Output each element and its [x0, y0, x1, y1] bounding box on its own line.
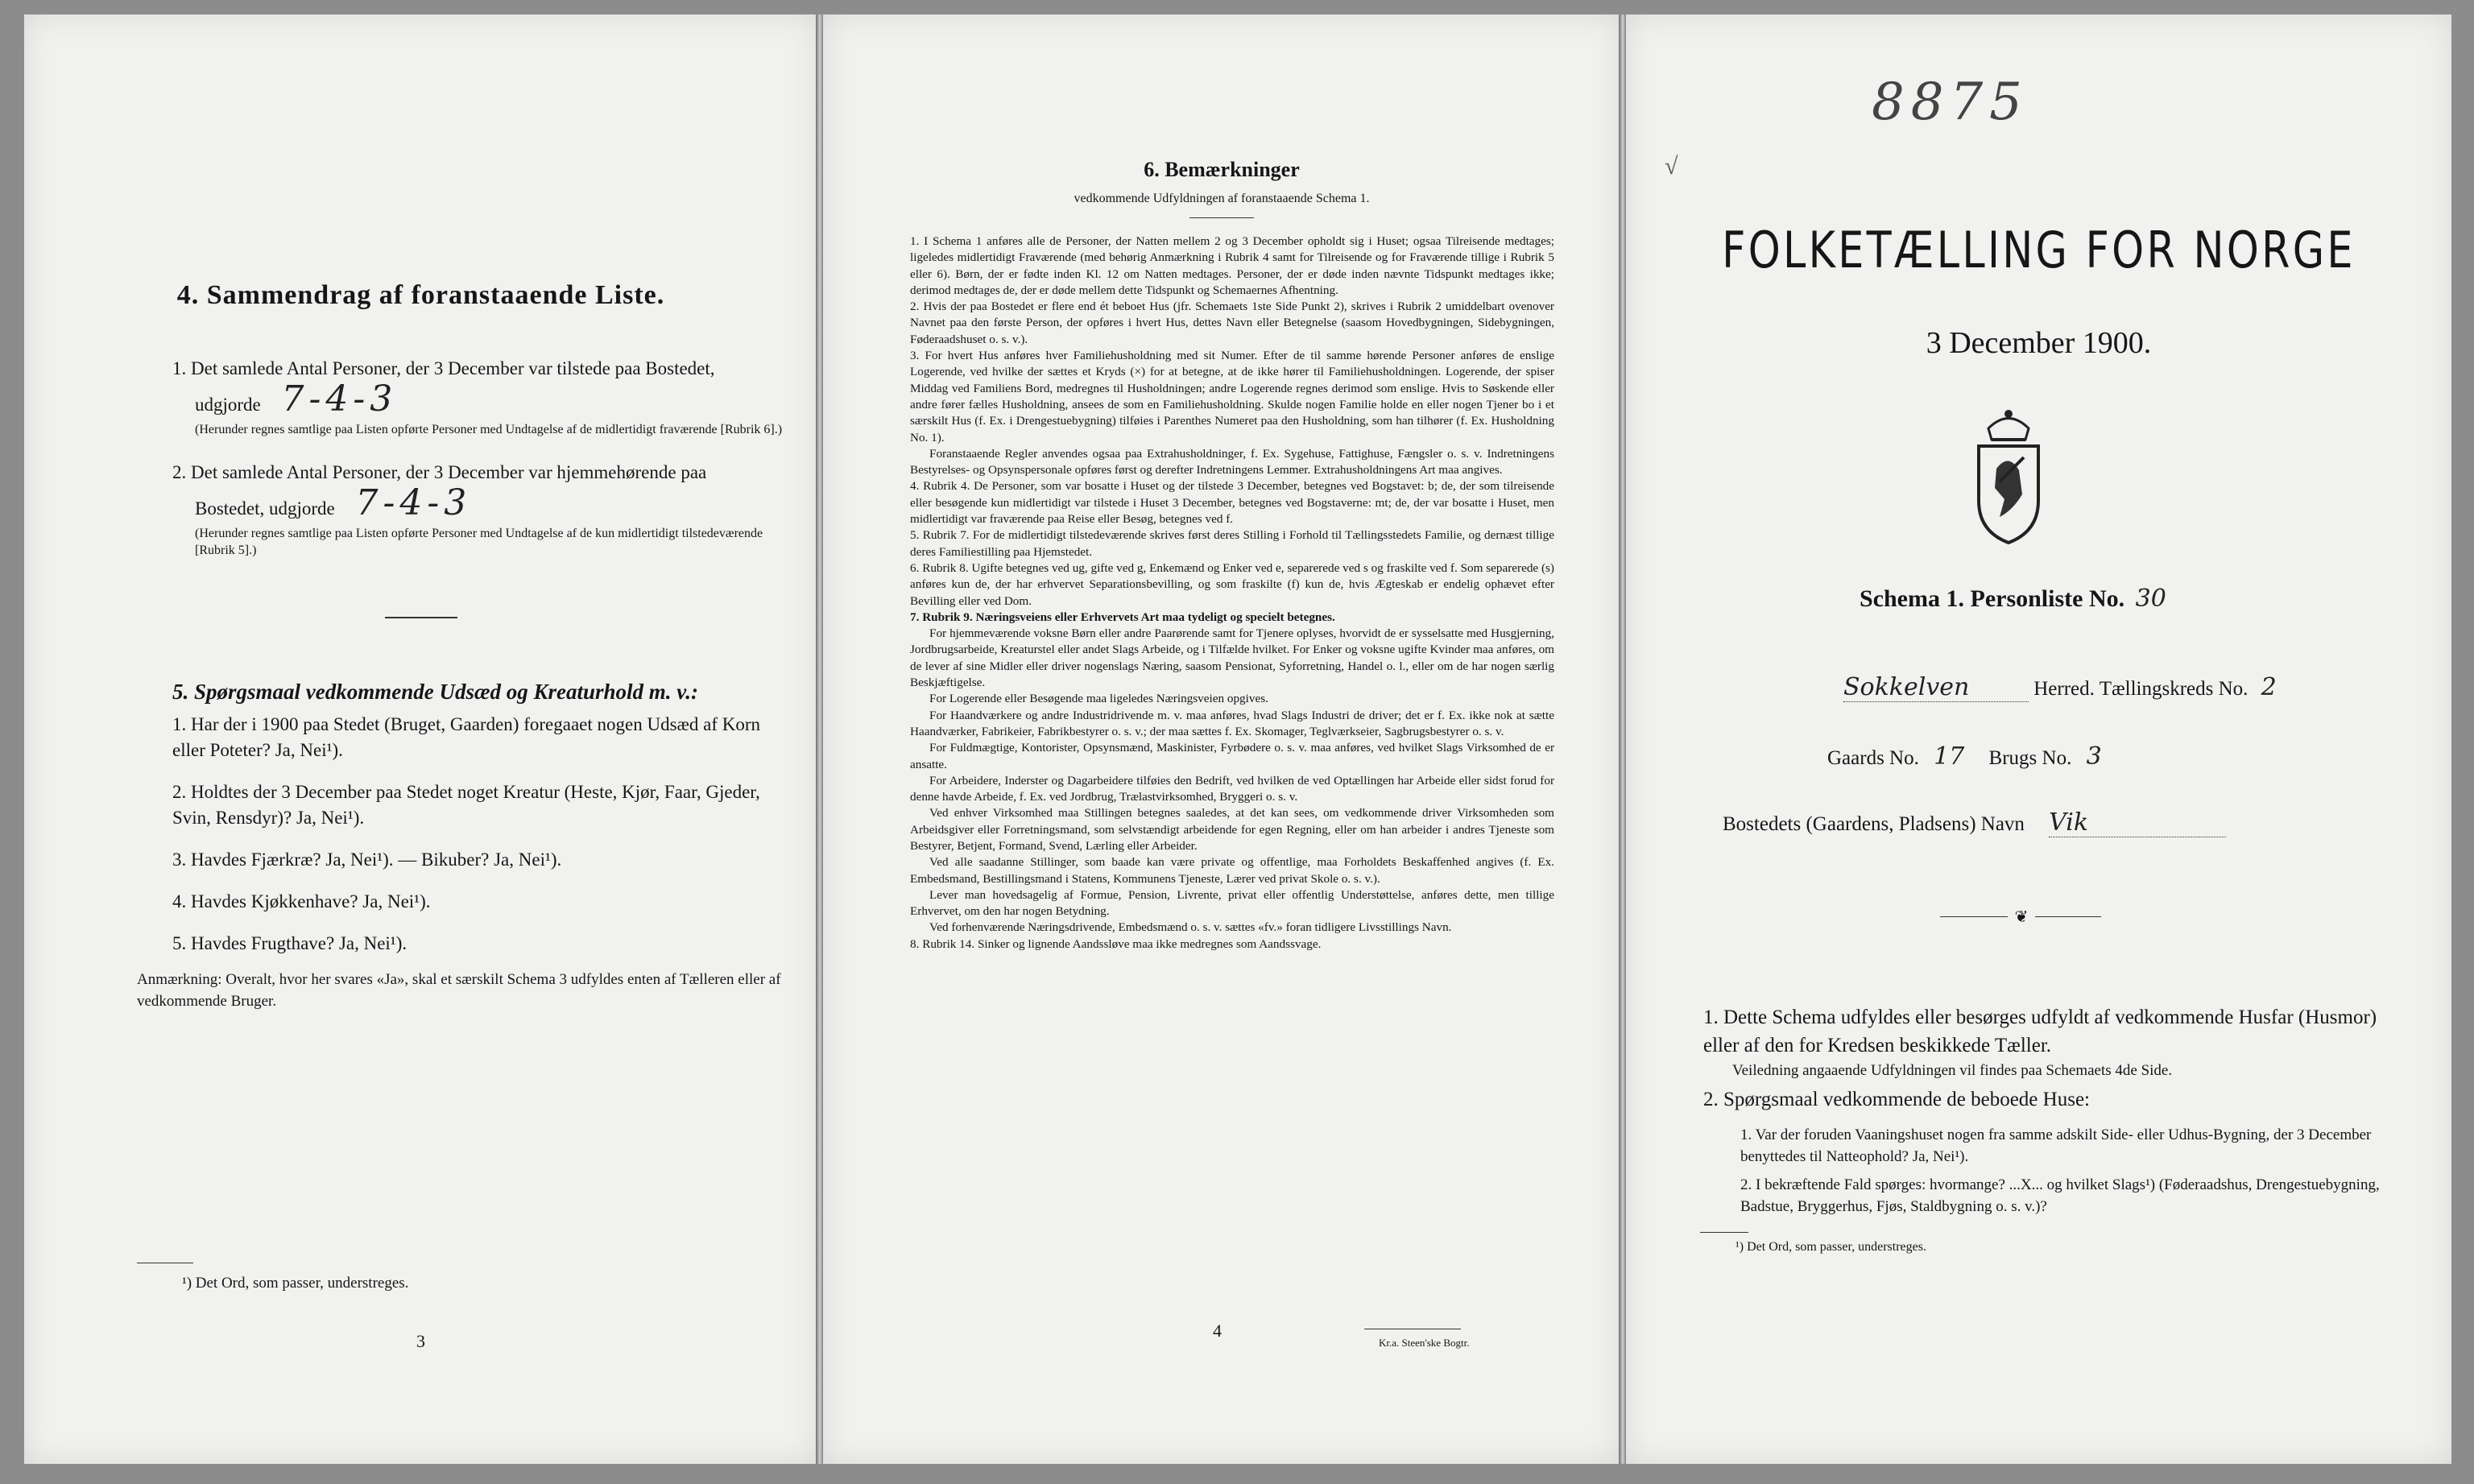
- kreds-number: 2: [2261, 673, 2277, 701]
- herred-value: Sokkelven: [1843, 673, 2029, 702]
- bosted-line: [1723, 808, 2226, 837]
- gaards-brugs-line: [1827, 742, 2102, 771]
- schema-number: 30: [2135, 585, 2166, 613]
- gaards-number: 17: [1934, 742, 1965, 771]
- item2-note: (Herunder regnes samtlige paa Listen opførte Personer med Undtagelse af de kun midlertidigt tilstedeværende [Rubrik 5].): [195, 527, 763, 557]
- remark-7e: For Arbeidere, Inderster og Dagarbeidere tilføies den Bedrift, ved hvilken de ved Optællingen har Arbeide eller sidst forud for denne havde Arbeide, f. Ex. ved Jordbrug, Trælastvirksomhed, Bryggeri o. s. v.: [910, 773, 1554, 804]
- main-title: FOLKETÆLLING FOR NORGE: [1722, 221, 2356, 279]
- remark-7a: For hjemmeværende voksne Børn eller andre Paarørende samt for Tjenere oplyses, hvorvidt de er sysselsatte med Husgjerning, Jordbrugsarbeide, Kreaturstel eller andet Slags Arbeide, og i Tilfælde hvilket. For Enker og voksne ugifte Kvinder maa anføres, om de lever af sine Midler eller driver nogenslags Næring, saasom Pensionat, Syforretning, Handel o. l., eller om de har nogen særlig Beskjæftigelse.: [910, 626, 1554, 690]
- instruction-2-q1: 1. Var der foruden Vaaningshuset nogen fra samme adskilt Side- eller Udhus-Bygning, der 3 December benyttedes til Natteophold? Ja, Nei¹).: [1740, 1126, 2372, 1165]
- remark-7c: For Haandværkere og andre Industridrivende m. v. maa anføres, hvad Slags Industri de driver; det er f. Ex. ikke nok at sætte Haandværker, Fabrikeier, Fabrikbestyrer o. s. v.; der maa sættes f. Ex. Skomager, Teglværkseier, Sagbrugsbestyrer o. s. v.: [910, 708, 1554, 738]
- section-4-title: 4. Sammendrag af foranstaaende Liste.: [176, 280, 665, 310]
- title-rule: [1189, 217, 1254, 218]
- footnote: ¹) Det Ord, som passer, understreges.: [1736, 1240, 1926, 1254]
- check-mark: √: [1665, 153, 1678, 180]
- instruction-2: [1703, 1085, 2388, 1114]
- remarks-title: 6. Bemærkninger: [1144, 158, 1300, 181]
- summary-item-1: [172, 356, 792, 438]
- question-2: 2. Holdtes der 3 December paa Stedet noget Kreatur (Heste, Kjør, Faar, Gjeder, Svin, Rensdyr)? Ja, Nei¹).: [172, 782, 760, 828]
- remarks-subtitle: vedkommende Udfyldningen af foranstaaende Schema 1.: [1074, 192, 1370, 205]
- remarks-list: [910, 234, 1554, 953]
- anmerkning: Anmærkning: Overalt, hvor her svares «Ja», skal et særskilt Schema 3 udfyldes enten af Tælleren eller af vedkommende Bruger.: [137, 971, 781, 1010]
- item2-value: 7-4-3: [355, 482, 472, 523]
- census-date: 3 December 1900.: [1926, 326, 2152, 360]
- instruction-1: [1703, 1003, 2388, 1081]
- remark-7h: Lever man hovedsagelig af Formue, Pension, Livrente, privat eller offentlig Understøttelse, anføres dette, men tillige Erhvervet, om den har nogen Betydning.: [910, 887, 1554, 919]
- ornament-icon: ❦: [2008, 907, 2035, 927]
- remark-4: 4. Rubrik 4. De Personer, som var bosatte i Huset og der tilstede 3 December, betegnes ved Bogstavet: b; de, der som tilreisende eller besøgende kun midlertidigt var tilstede i Huset 3 December, betegnes ved Bogstaverne: mt; de, der var bosatte i Huset, men midlertidigt var fraværende paa Reise eller Besøg, betegnes ved f.: [910, 479, 1554, 527]
- remark-7b: For Logerende eller Besøgende maa ligeledes Næringsveien opgives.: [929, 692, 1268, 706]
- question-3: 3. Havdes Fjærkræ? Ja, Nei¹). — Bikuber? Ja, Nei¹).: [172, 849, 562, 870]
- footnote-rule: [1700, 1232, 1748, 1233]
- remark-7f: Ved enhver Virksomhed maa Stillingen betegnes saaledes, at det kan sees, om vedkommende driver Virksomheden som Arbeidsgiver eller Forretningsmand, som selvstændigt arbeidende for egen Regning, eller om han arbeider i andres Tjeneste som Bestyrer, Betjent, Formand, Svend, Lærling eller Arbeider.: [910, 806, 1554, 853]
- item1-value: 7-4-3: [281, 378, 398, 420]
- item1-text: 1. Det samlede Antal Personer, der 3 December var tilstede paa Bostedet,: [172, 358, 715, 378]
- remark-1: 1. I Schema 1 anføres alle de Personer, der Natten mellem 2 og 3 December opholdt sig i Huset; ogsaa Tilreisende medtages; ligeledes midlertidigt Fraværende (med behørig Anmærkning i Rubrik 4 samt for Tilreisende og for Fraværende tillige i Rubrik 5 eller 6). Børn, der er fødte inden Kl. 12 om Natten medtages. Personer, der er døde inden nævnte Tidspunkt medtages ikke; derimod medtages de, der er døde mellem dette Tidspunkt og Schemaernes Afhentning.: [910, 234, 1554, 297]
- instruction-2-text: 2. Spørgsmaal vedkommende de beboede Huse:: [1703, 1089, 2090, 1110]
- divider: [385, 617, 457, 618]
- remark-3: 3. For hvert Hus anføres hver Familiehusholdning med sit Numer. Efter de til samme hørende Personer anføres de enslige Logerende, ved hvilke der sættes et Kryds (×) for at betegne, at de ikke hører til Familiehusholdningen. Logerende, der spiser Middag ved Familiens Bord, medregnes til Husholdningen; andre Logerende regnes derimod som enslige. Hvis to Søskende eller andre fører fælles Husholdning, ansees de som en Familiehusholdning. Skulde nogen Familie holde en eller nogen Tjener bo i et særskilt Hus (f. Ex. i Drengestuebygning) tilføies i Parenthes Numeret paa den Husholdning, som han tilhører (f. Ex. Husholdning No. 1).: [910, 349, 1554, 444]
- item1-note: (Herunder regnes samtlige paa Listen opførte Personer med Undtagelse af de midlertidigt fraværende [Rubrik 6].): [195, 423, 783, 436]
- instruction-1-text: 1. Dette Schema udfyldes eller besørges udfyldt af vedkommende Husfar (Husmor) eller af den for Kredsen beskikkede Tæller.: [1703, 1007, 2377, 1056]
- question-1: 1. Har der i 1900 paa Stedet (Bruget, Gaarden) foregaaet nogen Udsæd af Korn eller Poteter? Ja, Nei¹).: [172, 714, 760, 760]
- bosted-value: Vik: [2049, 808, 2226, 837]
- page-3: [24, 14, 817, 1464]
- instruction-1-note: Veiledning angaaende Udfyldningen vil findes paa Schemaets 4de Side.: [1732, 1062, 2173, 1079]
- summary-item-2: [172, 460, 792, 559]
- herred-line: [1843, 673, 2277, 702]
- question-4: 4. Havdes Kjøkkenhave? Ja, Nei¹).: [172, 891, 431, 911]
- item1-label: udgjorde: [195, 395, 261, 415]
- remark-3b: Foranstaaende Regler anvendes ogsaa paa Extrahusholdninger, f. Ex. Sygehuse, Fattighuse, Fængsler o. s. v. Indretningens Bestyrelses- og Opsynspersonale opføres først og derefter Indretningens Lemmer. Extrahusholdningens Art maa angives.: [910, 446, 1554, 477]
- brugs-number: 3: [2086, 742, 2102, 771]
- brugs-label: Brugs No.: [1988, 747, 2072, 769]
- coat-of-arms-icon: [1964, 404, 2053, 549]
- page-number: 3: [416, 1331, 425, 1351]
- remark-2: 2. Hvis der paa Bostedet er flere end ét beboet Hus (jfr. Schemaets 1ste Side Punkt 2), skrives i Rubrik 2 umiddelbart ovenover Navnet paa den første Person, der opføres i hvert Hus, dettes Navn eller Betegnelse (saasom Hovedbygningen, Sidebygningen, Føderaadshuset o. s. v.).: [910, 300, 1554, 346]
- remark-7d: For Fuldmægtige, Kontorister, Opsynsmænd, Maskinister, Fyrbødere o. s. v. maa anføres, ved hvilket Slags Virksomhed de er ansatte.: [910, 741, 1554, 771]
- remark-6: 6. Rubrik 8. Ugifte betegnes ved ug, gifte ved g, Enkemænd og Enker ved e, separerede ved s og fraskilte ved f. Som separerede (s) anføres kun de, der har erhvervet Separationsbevilling, og som fraskilte (f) kun de, hvis Ægteskab er endelig ophævet efter Bevilling eller ved Dom.: [910, 560, 1554, 608]
- archive-number: 8875: [1872, 72, 2029, 132]
- item2-text: 2. Det samlede Antal Personer, der 3 December var hjemmehørende paa: [172, 462, 707, 482]
- page-number: 4: [1213, 1321, 1222, 1341]
- question-5: 5. Havdes Frugthave? Ja, Nei¹).: [172, 933, 408, 953]
- gaards-label: Gaards No.: [1827, 747, 1919, 769]
- remark-5: 5. Rubrik 7. For de midlertidigt tilstedeværende skrives først deres Stilling i Forhold til Tællingsstedets Familie, og dernæst tillige deres Familiestilling paa Hjemstedet.: [910, 528, 1554, 559]
- item2-label: Bostedet, udgjorde: [195, 498, 335, 519]
- cover-page: [1626, 14, 2451, 1464]
- printer-credit: Kr.a. Steen'ske Bogtr.: [1379, 1337, 1470, 1349]
- footnote: ¹) Det Ord, som passer, understreges.: [182, 1275, 409, 1292]
- instruction-2-q2: 2. I bekræftende Fald spørges: hvormange? ...X... og hvilket Slags¹) (Føderaadshus, Drengestuebygning, Badstue, Bryggerhus, Fjøs, Staldbygning o. s. v.)?: [1740, 1176, 2380, 1215]
- remark-7i: Ved forhenværende Næringsdrivende, Embedsmænd o. s. v. sættes «fv.» foran tidligere Livsstillings Navn.: [929, 920, 1452, 935]
- questions-list: [172, 712, 784, 957]
- remark-7g: Ved alle saadanne Stillinger, som baade kan være private og offentlige, maa Forholdets Beskaffenhed angives (f. Ex. Embedsmand, Bestillingsmand i Statens, Kommunens Tjeneste, Lærer ved privat Skole o. s. v.).: [910, 855, 1554, 886]
- schema-line: [1860, 585, 2166, 613]
- remark-8: 8. Rubrik 14. Sinker og lignende Aandssløve maa ikke medregnes som Aandssvage.: [910, 936, 1322, 951]
- remark-7: 7. Rubrik 9. Næringsveiens eller Erhvervets Art maa tydeligt og specielt betegnes.: [910, 610, 1335, 624]
- bosted-label: Bostedets (Gaardens, Pladsens) Navn: [1723, 813, 2025, 835]
- herred-label: Herred. Tællingskreds No.: [2033, 678, 2249, 700]
- page-4: [823, 14, 1620, 1464]
- section-5-title: 5. Spørgsmaal vedkommende Udsæd og Kreaturhold m. v.:: [172, 680, 699, 704]
- schema-label: Schema 1. Personliste No.: [1860, 585, 2125, 612]
